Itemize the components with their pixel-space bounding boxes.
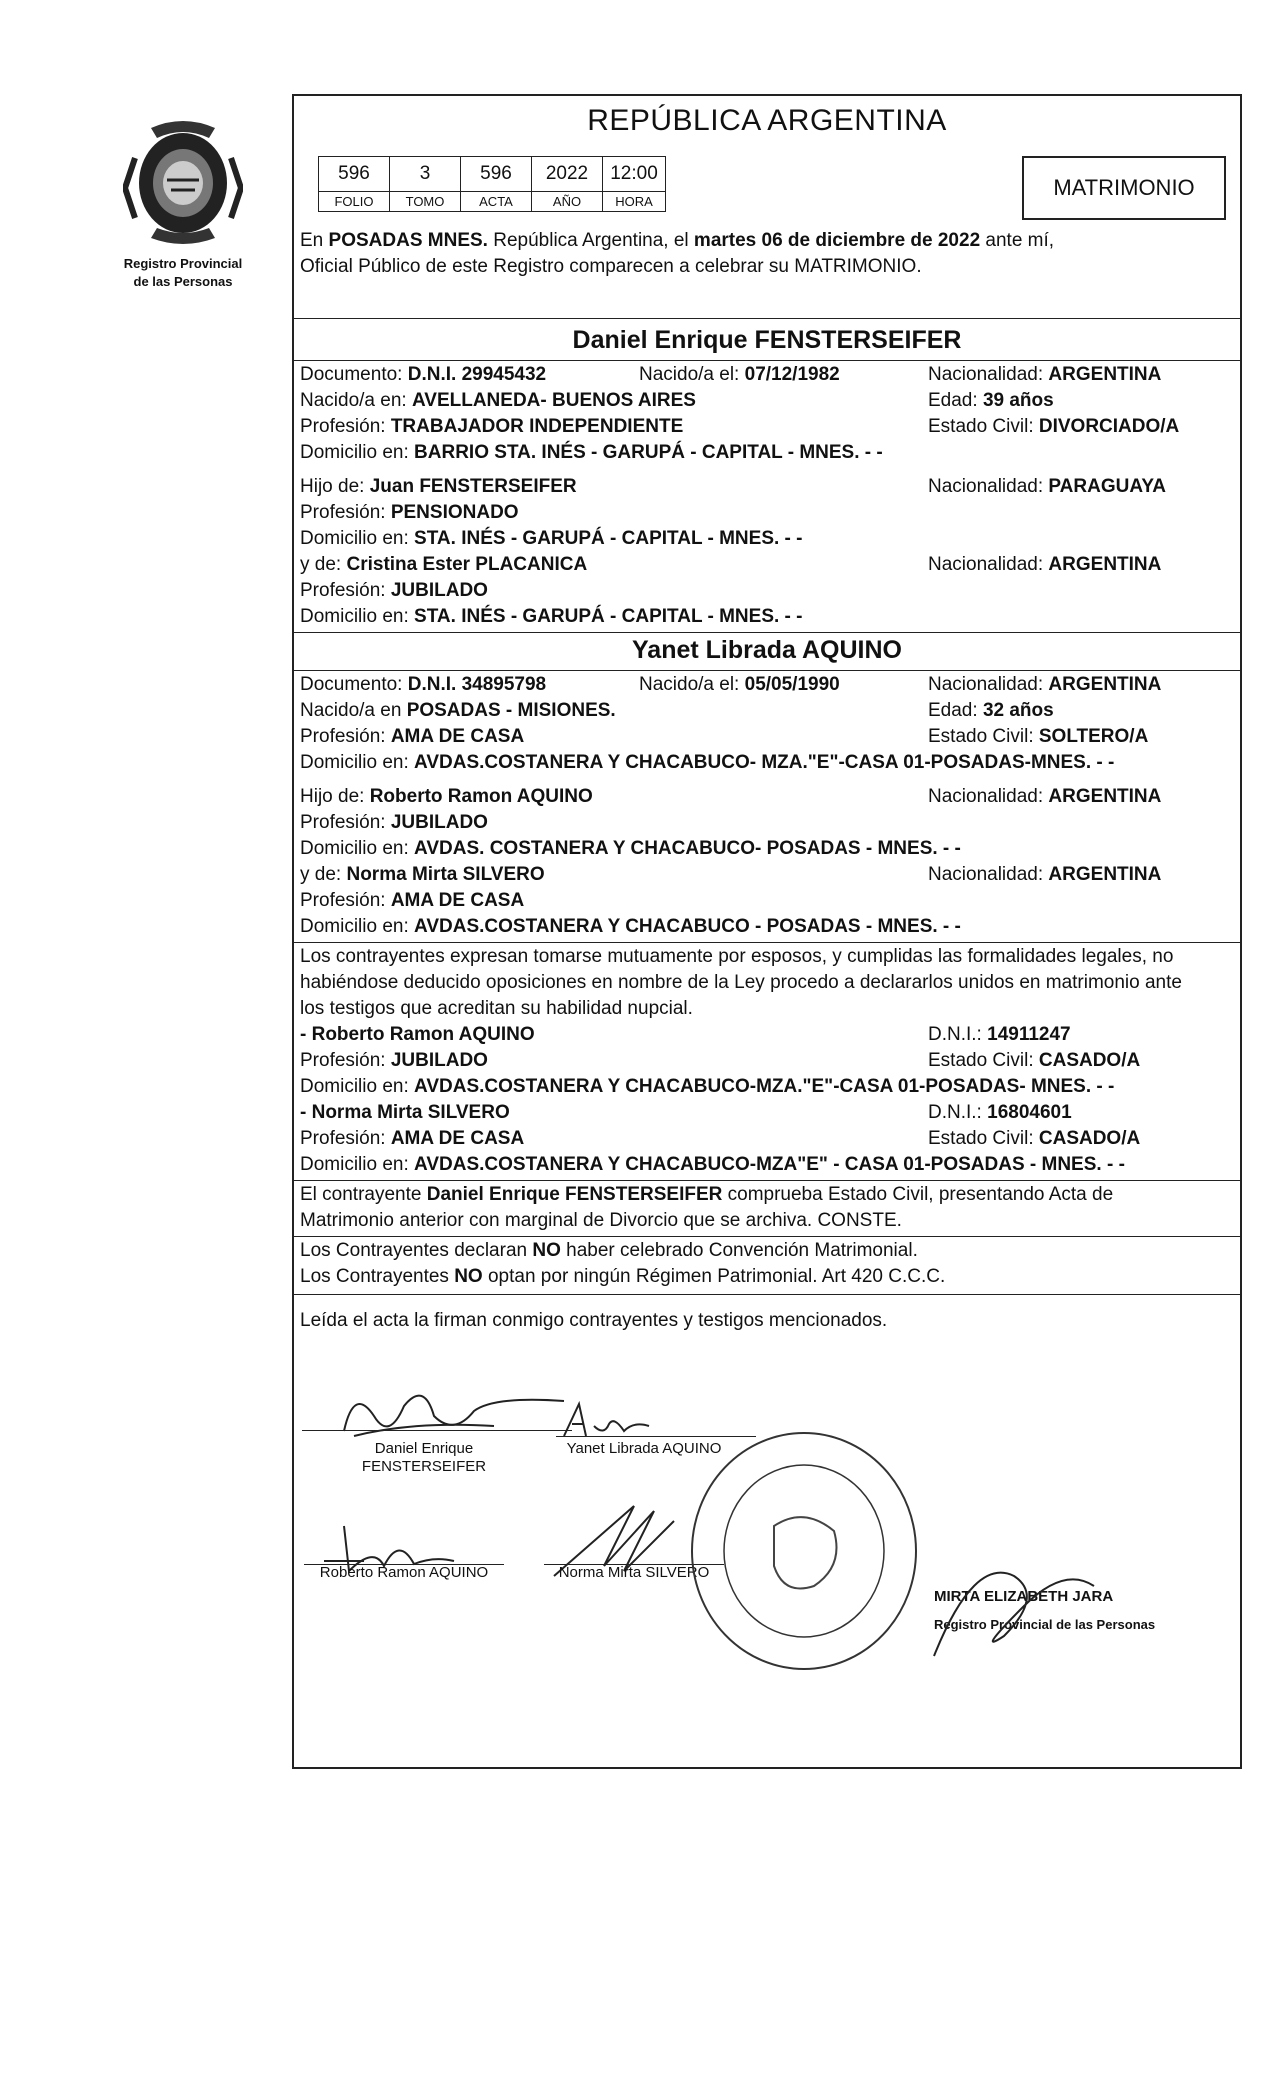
witness2-dni: D.N.I.: 16804601: [928, 1102, 1072, 1123]
witness1-dni: D.N.I.: 14911247: [928, 1024, 1071, 1045]
act-type-box: MATRIMONIO: [1022, 156, 1226, 220]
note-regime: Los Contrayentes NO optan por ningún Régimen Patrimonial. Art 420 C.C.C.: [300, 1266, 946, 1287]
spouse2-father-nat: Nacionalidad: ARGENTINA: [928, 786, 1162, 807]
declaration-line-2: habiéndose deducido oposiciones en nombre de la Ley procedo a declararlos unidos en matrimonio ante: [300, 972, 1182, 993]
spouse1-father-job: Profesión: PENSIONADO: [300, 502, 519, 523]
note-civil-status-1: El contrayente Daniel Enrique FENSTERSEIFER comprueba Estado Civil, presentando Acta de: [300, 1184, 1114, 1205]
registry-table: [318, 156, 666, 212]
spouse1-mother-job: Profesión: JUBILADO: [300, 580, 488, 601]
registry-stamp-icon: [684, 1426, 924, 1676]
note-civil-status-2: Matrimonio anterior con marginal de Divorcio que se archiva. CONSTE.: [300, 1210, 902, 1231]
folio-value: 596: [319, 157, 390, 192]
spouse2-civil: Estado Civil: SOLTERO/A: [928, 726, 1149, 747]
intro-line-2: Oficial Público de este Registro comparecen a celebrar su MATRIMONIO.: [300, 256, 922, 277]
logo-label-2: de las Personas: [133, 274, 233, 289]
declaration-line-3: los testigos que acreditan su habilidad nupcial.: [300, 998, 693, 1019]
spouse1-mother-home: Domicilio en: STA. INÉS - GARUPÁ - CAPITAL - MNES. - -: [300, 606, 803, 627]
folio-label: FOLIO: [319, 192, 390, 212]
spouse1-born: Nacido/a el: 07/12/1982: [639, 364, 840, 385]
tomo-value: 3: [390, 157, 461, 192]
spouse2-father-home: Domicilio en: AVDAS. COSTANERA Y CHACABUCO- POSADAS - MNES. - -: [300, 838, 961, 859]
hour-value: 12:00: [603, 157, 666, 192]
hour-label: HORA: [603, 192, 666, 212]
registry-logo: [108, 118, 258, 289]
closing-text: Leída el acta la firman conmigo contrayentes y testigos mencionados.: [300, 1310, 888, 1331]
witness2-job: Profesión: AMA DE CASA: [300, 1128, 525, 1149]
witness2-name: - Norma Mirta SILVERO: [300, 1102, 510, 1123]
spouse1-mother: y de: Cristina Ester PLACANICA: [300, 554, 588, 575]
year-value: 2022: [532, 157, 603, 192]
spouse1-civil: Estado Civil: DIVORCIADO/A: [928, 416, 1180, 437]
page-title: REPÚBLICA ARGENTINA: [587, 104, 947, 137]
signature-label-norma: Norma Mirta SILVERO: [558, 1564, 710, 1581]
logo-label-1: Registro Provincial: [123, 256, 243, 271]
signature-official: [914, 1516, 1154, 1666]
acta-label: ACTA: [461, 192, 532, 212]
spouse2-father-job: Profesión: JUBILADO: [300, 812, 488, 833]
spouse2-mother-nat: Nacionalidad: ARGENTINA: [928, 864, 1162, 885]
marriage-certificate: [292, 94, 1242, 1769]
tomo-label: TOMO: [390, 192, 461, 212]
witness1-job: Profesión: JUBILADO: [300, 1050, 488, 1071]
spouse1-birthplace: Nacido/a en: AVELLANEDA- BUENOS AIRES: [300, 390, 696, 411]
spouse2-age: Edad: 32 años: [928, 700, 1054, 721]
official-name: MIRTA ELIZABETH JARA: [934, 1588, 1114, 1605]
spouse2-father: Hijo de: Roberto Ramon AQUINO: [300, 786, 593, 807]
signature-label-daniel: Daniel Enrique FENSTERSEIFER: [361, 1440, 487, 1475]
acta-value: 596: [461, 157, 532, 192]
witness1-name: - Roberto Ramon AQUINO: [300, 1024, 535, 1045]
signature-label-yanet: Yanet Librada AQUINO: [566, 1440, 722, 1457]
witness1-civil: Estado Civil: CASADO/A: [928, 1050, 1141, 1071]
spouse2-name: Yanet Librada AQUINO: [632, 636, 902, 664]
signature-label-roberto: Roberto Ramon AQUINO: [319, 1564, 489, 1581]
spouse1-father: Hijo de: Juan FENSTERSEIFER: [300, 476, 577, 497]
spouse2-mother-job: Profesión: AMA DE CASA: [300, 890, 525, 911]
spouse1-father-home: Domicilio en: STA. INÉS - GARUPÁ - CAPITAL - MNES. - -: [300, 528, 803, 549]
spouse2-home: Domicilio en: AVDAS.COSTANERA Y CHACABUCO- MZA."E"-CASA 01-POSADAS-MNES. - -: [300, 752, 1115, 773]
spouse1-nat: Nacionalidad: ARGENTINA: [928, 364, 1162, 385]
spouse2-born: Nacido/a el: 05/05/1990: [639, 674, 840, 695]
spouse2-nat: Nacionalidad: ARGENTINA: [928, 674, 1162, 695]
official-title: Registro Provincial de las Personas: [934, 1617, 1156, 1632]
spouse2-mother: y de: Norma Mirta SILVERO: [300, 864, 545, 885]
witness1-home: Domicilio en: AVDAS.COSTANERA Y CHACABUCO-MZA."E"-CASA 01-POSADAS- MNES. - -: [300, 1076, 1115, 1097]
spouse1-doc: Documento: D.N.I. 29945432: [300, 364, 547, 385]
note-convention: Los Contrayentes declaran NO haber celebrado Convención Matrimonial.: [300, 1240, 918, 1261]
year-label: AÑO: [532, 192, 603, 212]
spouse1-age: Edad: 39 años: [928, 390, 1054, 411]
spouse1-home: Domicilio en: BARRIO STA. INÉS - GARUPÁ - CAPITAL - MNES. - -: [300, 442, 883, 463]
spouse2-birthplace: Nacido/a en POSADAS - MISIONES.: [300, 700, 616, 721]
witness2-home: Domicilio en: AVDAS.COSTANERA Y CHACABUCO-MZA"E" - CASA 01-POSADAS - MNES. - -: [300, 1154, 1125, 1175]
witness2-civil: Estado Civil: CASADO/A: [928, 1128, 1141, 1149]
declaration-line-1: Los contrayentes expresan tomarse mutuamente por esposos, y cumplidas las formalidades legales, no: [300, 946, 1174, 967]
spouse1-father-nat: Nacionalidad: PARAGUAYA: [928, 476, 1166, 497]
spouse2-doc: Documento: D.N.I. 34895798: [300, 674, 547, 695]
spouse2-job: Profesión: AMA DE CASA: [300, 726, 525, 747]
intro-line-1: En POSADAS MNES. República Argentina, el martes 06 de diciembre de 2022 ante mí,: [300, 230, 1055, 251]
province-seal-icon: [123, 118, 243, 248]
spouse2-mother-home: Domicilio en: AVDAS.COSTANERA Y CHACABUCO - POSADAS - MNES. - -: [300, 916, 961, 937]
spouse1-mother-nat: Nacionalidad: ARGENTINA: [928, 554, 1162, 575]
spouse1-job: Profesión: TRABAJADOR INDEPENDIENTE: [300, 416, 684, 437]
spouse1-name: Daniel Enrique FENSTERSEIFER: [572, 326, 962, 354]
